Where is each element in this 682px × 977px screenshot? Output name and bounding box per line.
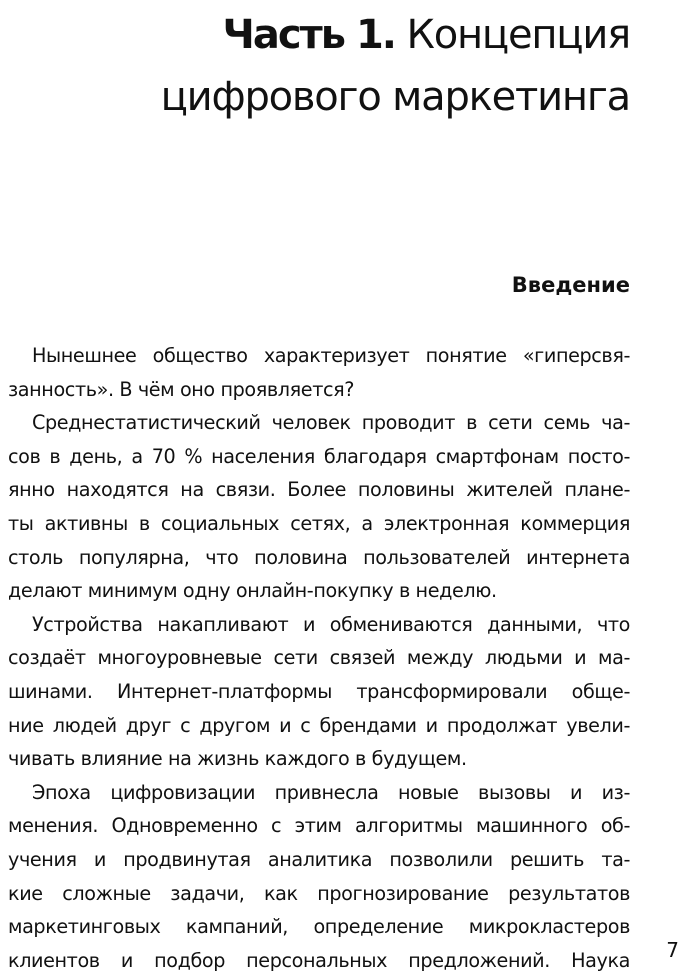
text-line: учения и продвинутая аналитика позволили решить та- — [8, 847, 630, 871]
text-line: создаёт многоуровневые сети связей между людьми и ма- — [8, 646, 630, 670]
text-line: делают минимум одну онлайн-покупку в неделю. — [8, 579, 497, 603]
text-line: Эпоха цифровизации привнесла новые вызовы и из- — [32, 780, 630, 804]
chapter-title-line-1 — [30, 4, 630, 66]
text-line: шинами. Интернет-платформы трансформировали обще- — [8, 679, 630, 703]
page-number: 7 — [666, 938, 679, 962]
text-line: маркетинговых кампаний, определение микрокластеров — [8, 915, 630, 939]
text-line: чивать влияние на жизнь каждого в будущем. — [8, 747, 467, 771]
paragraph — [8, 608, 630, 776]
text-line: ты активны в социальных сетях, а электронная коммерция — [8, 511, 630, 535]
text-line: янно находятся на связи. Более половины жителей плане- — [8, 478, 630, 502]
text-line: Нынешнее общество характеризует понятие «гиперсвя- — [32, 344, 630, 367]
text-line: столь популярна, что половина пользователей интернета — [8, 545, 630, 569]
paragraph — [8, 406, 630, 608]
text-line: занность». В чём оно проявляется? — [8, 377, 355, 401]
section-heading: Введение — [511, 273, 630, 297]
chapter-title-first-line-text: Концепция — [394, 12, 630, 58]
text-line: менения. Одновременно с этим алгоритмы машинного об- — [8, 814, 630, 838]
text-line: кие сложные задачи, как прогнозирование результатов — [8, 881, 630, 905]
text-line: клиентов и подбор персональных предложений. Наука — [8, 948, 630, 972]
chapter-title — [30, 4, 630, 128]
chapter-part-label: Часть 1. — [222, 12, 395, 58]
text-line: сов в день, а 70 % населения благодаря смартфонам посто- — [8, 444, 630, 468]
chapter-title-line-2: цифрового маркетинга — [160, 74, 630, 120]
paragraph — [8, 339, 630, 406]
text-line: Среднестатистический человек проводит в сети семь ча- — [32, 411, 630, 435]
text-line: ние людей друг с другом и с брендами и продолжат увели- — [8, 713, 630, 737]
paragraph — [8, 776, 630, 977]
body-text — [8, 339, 630, 977]
text-line: Устройства накапливают и обмениваются данными, что — [32, 612, 630, 636]
